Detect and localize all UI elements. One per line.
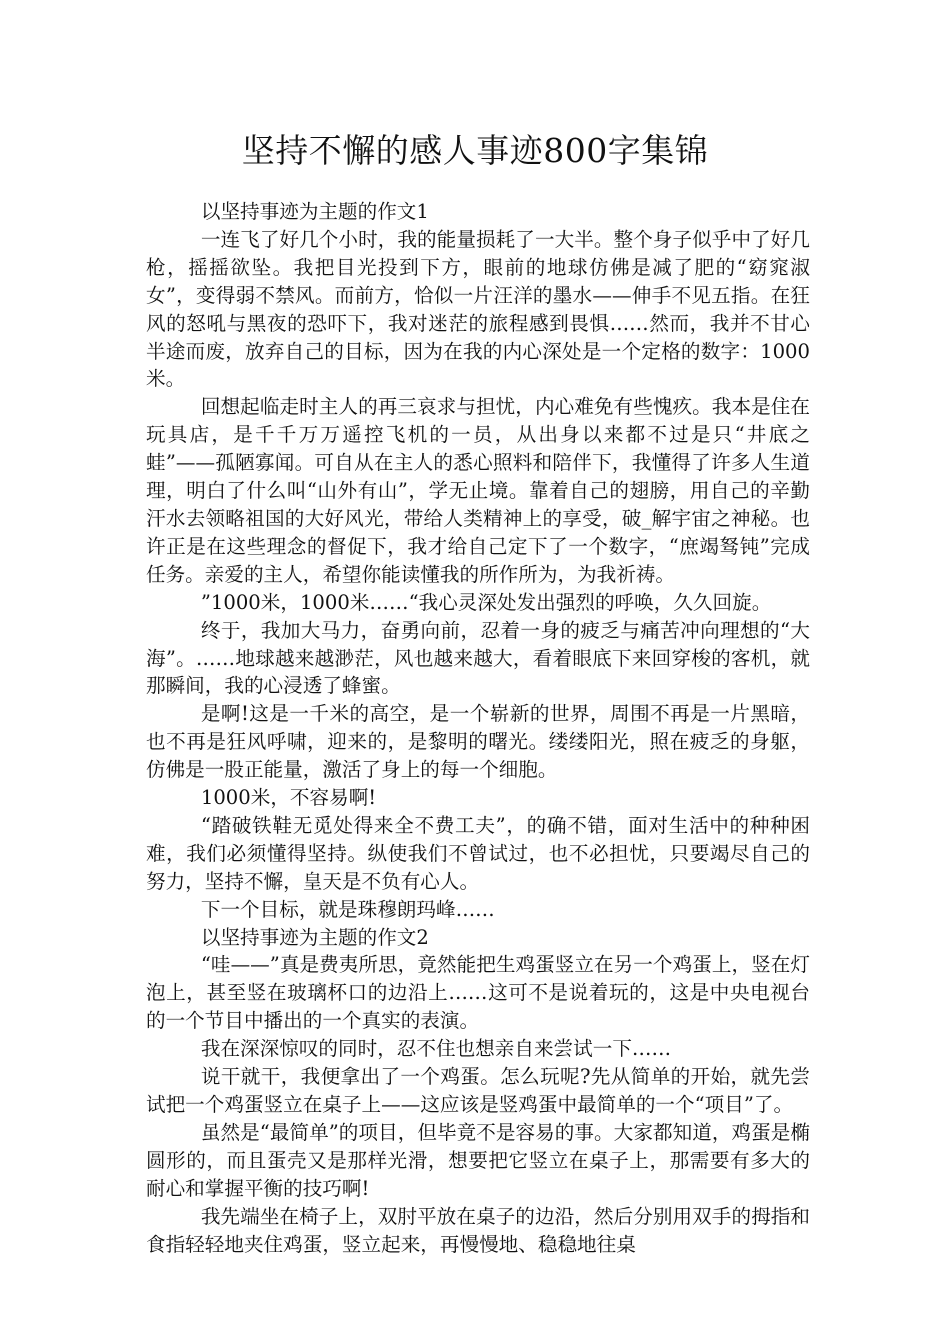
paragraph: 终于，我加大马力，奋勇向前，忍着一身的疲乏与痛苦冲向理想的“大海”。……地球越来越渺茫，风也越来越大，看着眼底下来回穿梭的客机，就那瞬间，我的心浸透了蜂蜜。 — [146, 618, 810, 698]
paragraph: 说干就干，我便拿出了一个鸡蛋。怎么玩呢?先从简单的开始，就先尝试把一个鸡蛋竖立在桌子上——这应该是竖鸡蛋中最简单的一个“项目”了。 — [146, 1065, 810, 1116]
paragraph: 是啊!这是一千米的高空，是一个崭新的世界，周围不再是一片黑暗，也不再是狂风呼啸，迎来的，是黎明的曙光。缕缕阳光，照在疲乏的身躯，仿佛是一股正能量，激活了身上的每一个细胞。 — [146, 702, 810, 782]
paragraph: 回想起临走时主人的再三哀求与担忧，内心难免有些愧疚。我本是住在玩具店，是千千万万遥控飞机的一员，从出身以来都不过是只“井底之蛙”——孤陋寡闻。可自从在主人的悉心照料和陪伴下，我懂得了许多人生道理，明白了什么叫“山外有山”，学无止境。靠着自己的翅膀，用自己的辛勤汗水去领略祖国的大好风光，带给人类精神上的享受，破_解宇宙之神秘。也许正是在这些理念的督促下，我才给自己定下了一个数字，“庶竭驽钝”完成任务。亲爱的主人，希望你能读懂我的所作所为，为我祈祷。 — [146, 395, 810, 586]
paragraph: 1000米，不容易啊! — [200, 786, 377, 810]
section-heading-2: 以坚持事迹为主题的作文2 — [200, 925, 429, 949]
document-body — [146, 198, 810, 1258]
paragraph: 我在深深惊叹的同时，忍不住也想亲自来尝试一下…… — [200, 1037, 672, 1061]
paragraph: “哇——”真是费夷所思，竟然能把生鸡蛋竖立在另一个鸡蛋上，竖在灯泡上，甚至竖在玻璃杯口的边沿上……这可不是说着玩的，这是中央电视台的一个节目中播出的一个真实的表演。 — [146, 953, 810, 1033]
paragraph: 我先端坐在椅子上，双肘平放在桌子的边沿，然后分别用双手的拇指和食指轻轻地夹住鸡蛋，竖立起来，再慢慢地、稳稳地往桌 — [146, 1204, 810, 1256]
paragraph: “踏破铁鞋无觅处得来全不费工夫”，的确不错，面对生活中的种种困难，我们必须懂得坚持。纵使我们不曾试过，也不必担忧，只要竭尽自己的努力，坚持不懈，皇天是不负有心人。 — [146, 813, 810, 893]
paragraph: ”1000米，1000米……“我心灵深处发出强烈的呼唤，久久回旋。 — [200, 590, 772, 614]
paragraph: 一连飞了好几个小时，我的能量损耗了一大半。整个身子似乎中了好几枪，摇摇欲坠。我把目光投到下方，眼前的地球仿佛是减了肥的“窈窕淑女”，变得弱不禁风。而前方，恰似一片汪洋的墨水——伸手不见五指。在狂风的怒吼与黑夜的恐吓下，我对迷茫的旅程感到畏惧……然而，我并不甘心半途而废，放弃自己的目标，因为在我的内心深处是一个定格的数字：1000米。 — [146, 227, 810, 391]
paragraph: 下一个目标，就是珠穆朗玛峰…… — [200, 897, 495, 921]
document-title: 坚持不懈的感人事迹800字集锦 — [241, 131, 709, 170]
section-heading-1: 以坚持事迹为主题的作文1 — [200, 200, 429, 223]
paragraph: 虽然是“最简单”的项目，但毕竟不是容易的事。大家都知道，鸡蛋是椭圆形的，而且蛋壳又是那样光滑，想要把它竖立在桌子上，那需要有多大的耐心和掌握平衡的技巧啊! — [146, 1120, 810, 1200]
